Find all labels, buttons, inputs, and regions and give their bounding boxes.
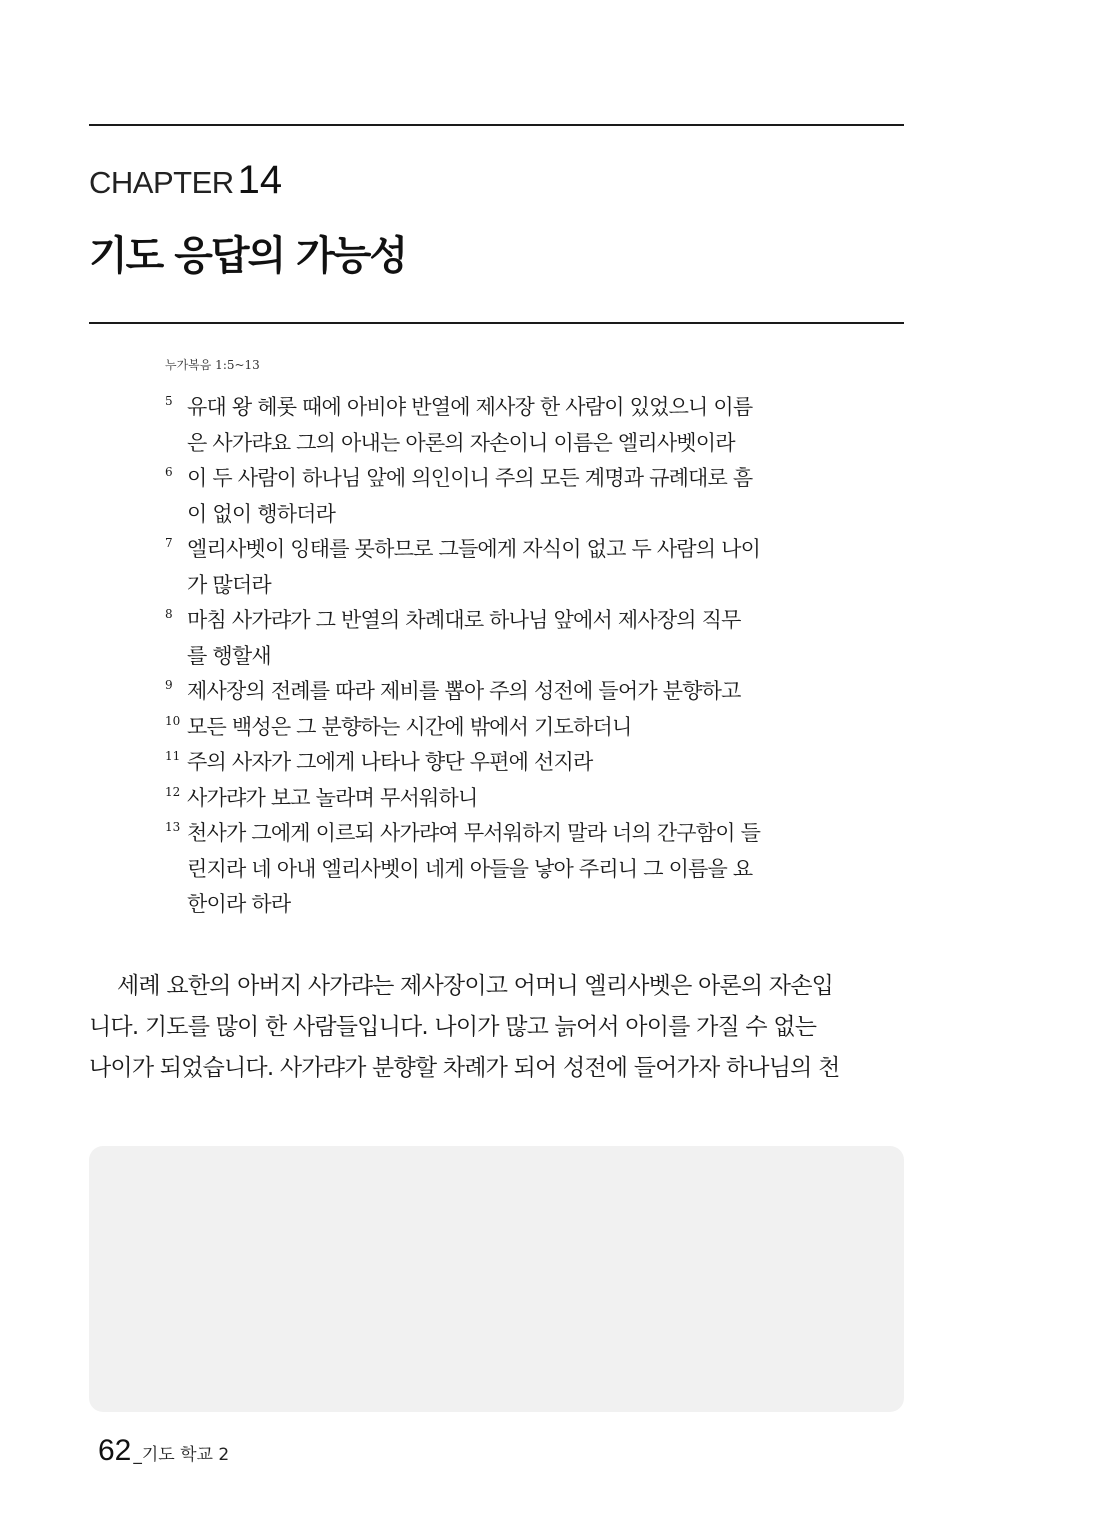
- verse: [165, 603, 845, 674]
- bottom-rule: [89, 322, 904, 324]
- chapter-label: CHAPTER: [89, 165, 234, 200]
- body-line: 나이가 되었습니다. 사가랴가 분향할 차례가 되어 성전에 들어가자 하나님의 천: [89, 1055, 840, 1081]
- body-line: 세례 요한의 아버지 사가랴는 제사장이고 어머니 엘리사벳은 아론의 자손입: [117, 973, 834, 999]
- verse: [165, 816, 845, 923]
- chapter-title: 기도 응답의 가능성: [89, 233, 406, 279]
- book-title: _기도 학교 2: [133, 1445, 230, 1465]
- verse: [165, 745, 845, 781]
- verse: [165, 710, 845, 746]
- verse-line: 은 사가랴요 그의 아내는 아론의 자손이니 이름은 엘리사벳이라: [187, 430, 735, 455]
- page-footer: [98, 1436, 229, 1466]
- scripture-reference: 누가복음 1:5~13: [165, 358, 260, 372]
- page-number: 62: [98, 1434, 132, 1467]
- verse-line: 린지라 네 아내 엘리사벳이 네게 아들을 낳아 주리니 그 이름을 요: [187, 856, 753, 881]
- verse-line: 주의 사자가 그에게 나타나 향단 우편에 선지라: [187, 750, 593, 774]
- shaded-box: [89, 1146, 904, 1412]
- verse: [165, 781, 845, 817]
- verse-line: 사가랴가 보고 놀라며 무서워하니: [187, 785, 478, 810]
- verse-line: 제사장의 전례를 따라 제비를 뽑아 주의 성전에 들어가 분향하고: [187, 679, 741, 703]
- verse-line: 모든 백성은 그 분향하는 시간에 밖에서 기도하더니: [187, 714, 632, 739]
- verse: [165, 390, 845, 461]
- top-rule: [89, 124, 904, 126]
- verse-line: 를 행할새: [187, 643, 271, 668]
- verse-line: 천사가 그에게 이르되 사가랴여 무서워하지 말라 너의 간구함이 들: [187, 821, 761, 845]
- verse-number: 12: [165, 784, 181, 799]
- verse: [165, 532, 845, 603]
- chapter-number: 14: [237, 158, 283, 202]
- verse-number: 6: [165, 465, 173, 479]
- verse: [165, 461, 845, 532]
- chapter-heading: [89, 160, 282, 200]
- verse-number: 8: [165, 607, 173, 621]
- verse-line: 이 두 사람이 하나님 앞에 의인이니 주의 모든 계명과 규례대로 흠: [187, 466, 753, 490]
- verse-line: 유대 왕 헤롯 때에 아비야 반열에 제사장 한 사람이 있었으니 이름: [187, 395, 753, 419]
- verse-line: 한이라 하라: [187, 892, 291, 916]
- verse-number: 9: [165, 678, 173, 692]
- verse-number: 5: [165, 394, 173, 408]
- verse-line: 이 없이 행하더라: [187, 501, 336, 526]
- verse: [165, 674, 845, 710]
- body-paragraph: [89, 966, 909, 1089]
- verse-number: 13: [165, 820, 181, 834]
- verse-line: 엘리사벳이 잉태를 못하므로 그들에게 자식이 없고 두 사람의 나이: [187, 537, 761, 561]
- verse-number: 11: [165, 749, 181, 763]
- scripture-passage: [165, 390, 845, 923]
- verse-line: 마침 사가랴가 그 반열의 차례대로 하나님 앞에서 제사장의 직무: [187, 608, 741, 632]
- verse-number: 10: [165, 713, 181, 728]
- verse-line: 가 많더라: [187, 572, 271, 597]
- verse-number: 7: [165, 536, 173, 550]
- body-line: 니다. 기도를 많이 한 사람들입니다. 나이가 많고 늙어서 아이를 가질 수 없는: [89, 1014, 817, 1040]
